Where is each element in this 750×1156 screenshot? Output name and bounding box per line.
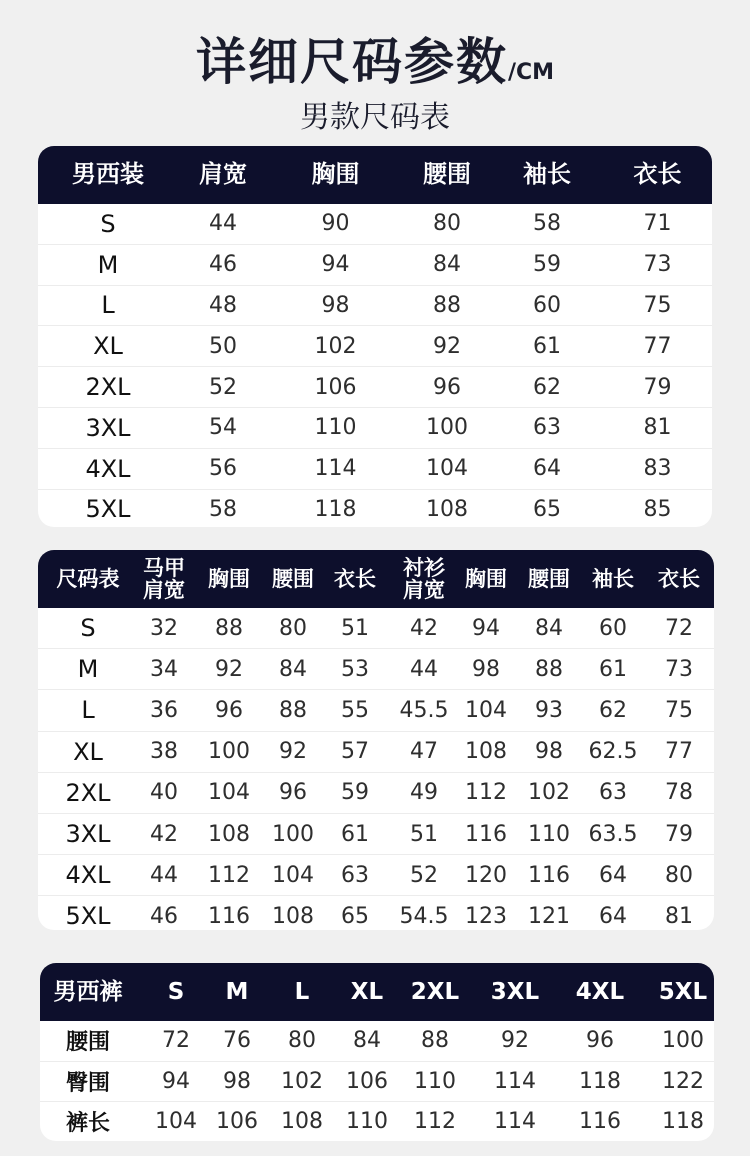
value-cell: 92: [501, 1028, 529, 1054]
value-cell: 112: [414, 1109, 456, 1135]
title-unit: /CM: [507, 60, 555, 85]
value-cell: 63: [341, 862, 369, 888]
table-row: [38, 204, 712, 245]
value-cell: 83: [643, 456, 672, 482]
table-row: [38, 367, 712, 408]
value-cell: 94: [472, 615, 500, 641]
header-cell: 3XL: [490, 978, 540, 1005]
value-cell: 64: [599, 862, 627, 888]
title-text: 详细尺码参数: [195, 33, 508, 91]
value-cell: 80: [433, 211, 461, 237]
value-cell: 59: [341, 780, 369, 806]
value-cell: 63: [599, 780, 627, 806]
row-label-cell: XL: [73, 737, 103, 766]
value-cell: 60: [533, 292, 561, 318]
table-row: [38, 286, 712, 327]
value-cell: 73: [665, 656, 693, 682]
value-cell: 102: [528, 780, 570, 806]
table-row: [38, 326, 712, 367]
value-cell: 56: [209, 456, 237, 482]
value-cell: 121: [528, 903, 570, 929]
value-cell: 65: [341, 903, 369, 929]
value-cell: 62: [533, 374, 561, 400]
value-cell: 58: [209, 496, 237, 522]
value-cell: 51: [341, 615, 369, 641]
header-cell: 胸围: [208, 566, 250, 591]
value-cell: 100: [272, 821, 314, 847]
value-cell: 116: [465, 821, 507, 847]
value-cell: 42: [150, 821, 178, 847]
value-cell: 96: [215, 697, 243, 723]
suit-size-table: [38, 146, 712, 527]
value-cell: 123: [465, 903, 507, 929]
page-title: [0, 22, 750, 94]
value-cell: 84: [433, 252, 461, 278]
value-cell: 76: [223, 1028, 251, 1054]
value-cell: 88: [433, 292, 461, 318]
value-cell: 116: [528, 862, 570, 888]
value-cell: 61: [599, 656, 627, 682]
value-cell: 64: [533, 456, 561, 482]
value-cell: 100: [662, 1028, 704, 1054]
value-cell: 81: [665, 903, 693, 929]
value-cell: 77: [643, 333, 672, 359]
value-cell: 120: [465, 862, 507, 888]
header-cell: M: [225, 978, 249, 1005]
table-row: [40, 1062, 714, 1103]
value-cell: 116: [208, 903, 250, 929]
value-cell: 58: [533, 211, 561, 237]
table-header-row: [38, 550, 714, 608]
table-row: [38, 732, 714, 773]
value-cell: 84: [535, 615, 563, 641]
value-cell: 55: [341, 697, 369, 723]
value-cell: 80: [288, 1028, 316, 1054]
value-cell: 92: [279, 739, 307, 765]
value-cell: 52: [209, 374, 237, 400]
row-label-cell: XL: [93, 332, 123, 361]
value-cell: 114: [494, 1068, 536, 1094]
header-cell: 2XL: [410, 978, 460, 1005]
value-cell: 72: [665, 615, 693, 641]
value-cell: 54: [209, 415, 237, 441]
value-cell: 92: [433, 333, 461, 359]
row-label-cell: 臀围: [65, 1070, 110, 1096]
value-cell: 108: [426, 496, 468, 522]
value-cell: 84: [353, 1028, 381, 1054]
value-cell: 110: [414, 1068, 456, 1094]
value-cell: 94: [321, 252, 350, 278]
value-cell: 98: [472, 656, 500, 682]
value-cell: 93: [535, 697, 563, 723]
table-row: [40, 1102, 714, 1141]
table-row: [38, 690, 714, 731]
value-cell: 79: [665, 821, 693, 847]
value-cell: 36: [150, 697, 178, 723]
value-cell: 102: [314, 333, 357, 359]
value-cell: 108: [272, 903, 314, 929]
value-cell: 102: [281, 1068, 323, 1094]
value-cell: 64: [599, 903, 627, 929]
value-cell: 118: [662, 1109, 704, 1135]
value-cell: 96: [586, 1028, 614, 1054]
value-cell: 106: [216, 1109, 258, 1135]
value-cell: 112: [465, 780, 507, 806]
header-cell: 衣长: [633, 160, 682, 189]
value-cell: 46: [209, 252, 237, 278]
vest-shirt-size-table: [38, 550, 714, 930]
value-cell: 118: [314, 496, 357, 522]
header-cell: XL: [350, 978, 384, 1005]
value-cell: 94: [162, 1068, 190, 1094]
value-cell: 59: [533, 252, 561, 278]
value-cell: 114: [494, 1109, 536, 1135]
row-label-cell: 4XL: [85, 454, 131, 483]
value-cell: 98: [535, 739, 563, 765]
row-label-cell: 3XL: [65, 820, 111, 849]
value-cell: 45.5: [399, 697, 449, 723]
row-label-cell: 腰围: [65, 1030, 110, 1056]
value-cell: 81: [643, 415, 672, 441]
value-cell: 60: [599, 615, 627, 641]
header-cell: 马甲 肩宽: [143, 555, 185, 602]
header-cell: 衣长: [658, 566, 700, 591]
value-cell: 106: [346, 1068, 388, 1094]
value-cell: 38: [150, 739, 178, 765]
value-cell: 65: [533, 496, 561, 522]
row-label-cell: 裤长: [65, 1111, 110, 1137]
value-cell: 32: [150, 615, 178, 641]
value-cell: 61: [533, 333, 561, 359]
row-label-cell: L: [101, 291, 115, 320]
value-cell: 63.5: [588, 821, 638, 847]
table-row: [38, 896, 714, 930]
header-cell: 肩宽: [199, 160, 247, 189]
value-cell: 92: [215, 656, 243, 682]
value-cell: 116: [579, 1109, 621, 1135]
value-cell: 62.5: [588, 739, 638, 765]
value-cell: 110: [528, 821, 570, 847]
value-cell: 104: [272, 862, 314, 888]
value-cell: 98: [321, 292, 350, 318]
header-cell: 男西裤: [53, 978, 123, 1005]
value-cell: 104: [465, 697, 507, 723]
table-row: [38, 490, 712, 527]
value-cell: 71: [643, 211, 672, 237]
header-cell: 尺码表: [56, 566, 120, 591]
row-label-cell: S: [100, 209, 116, 238]
header-cell: 腰围: [423, 160, 471, 189]
value-cell: 122: [662, 1068, 704, 1094]
value-cell: 77: [665, 739, 693, 765]
value-cell: 112: [208, 862, 250, 888]
value-cell: 48: [209, 292, 237, 318]
value-cell: 96: [433, 374, 461, 400]
value-cell: 98: [223, 1068, 251, 1094]
value-cell: 108: [465, 739, 507, 765]
header-cell: 袖长: [592, 566, 634, 591]
value-cell: 88: [535, 656, 563, 682]
value-cell: 54.5: [399, 903, 449, 929]
header-cell: 袖长: [523, 160, 571, 189]
table-row: [38, 649, 714, 690]
value-cell: 57: [341, 739, 369, 765]
table-row: [38, 814, 714, 855]
table-row: [38, 855, 714, 896]
value-cell: 108: [208, 821, 250, 847]
value-cell: 63: [533, 415, 561, 441]
value-cell: 104: [155, 1109, 197, 1135]
value-cell: 52: [410, 862, 438, 888]
table-header-row: [38, 146, 712, 204]
value-cell: 88: [279, 697, 307, 723]
header-cell: 腰围: [272, 566, 314, 591]
value-cell: 72: [162, 1028, 190, 1054]
value-cell: 100: [208, 739, 250, 765]
value-cell: 51: [410, 821, 438, 847]
value-cell: 118: [579, 1068, 621, 1094]
pants-size-table: [40, 963, 714, 1141]
row-label-cell: 4XL: [65, 861, 111, 890]
header-cell: L: [294, 978, 310, 1005]
value-cell: 79: [643, 374, 672, 400]
header-cell: 男西装: [72, 160, 144, 189]
value-cell: 40: [150, 780, 178, 806]
value-cell: 110: [346, 1109, 388, 1135]
page-subtitle: 男款尺码表: [300, 100, 450, 135]
value-cell: 84: [279, 656, 307, 682]
row-label-cell: S: [80, 614, 96, 643]
value-cell: 90: [321, 211, 350, 237]
value-cell: 62: [599, 697, 627, 723]
value-cell: 110: [314, 415, 357, 441]
table-row: [38, 408, 712, 449]
value-cell: 75: [643, 292, 672, 318]
value-cell: 49: [410, 780, 438, 806]
header-cell: 衬衫 肩宽: [403, 555, 445, 602]
value-cell: 44: [410, 656, 438, 682]
value-cell: 78: [665, 780, 693, 806]
row-label-cell: M: [77, 655, 99, 684]
header-cell: S: [167, 978, 185, 1005]
value-cell: 75: [665, 697, 693, 723]
row-label-cell: 5XL: [85, 495, 131, 524]
value-cell: 46: [150, 903, 178, 929]
table-row: [38, 449, 712, 490]
value-cell: 96: [279, 780, 307, 806]
row-label-cell: 5XL: [65, 902, 111, 930]
value-cell: 106: [314, 374, 357, 400]
value-cell: 108: [281, 1109, 323, 1135]
value-cell: 88: [215, 615, 243, 641]
table-row: [38, 608, 714, 649]
value-cell: 104: [208, 780, 250, 806]
table-header-row: [40, 963, 714, 1021]
value-cell: 73: [643, 252, 672, 278]
value-cell: 53: [341, 656, 369, 682]
value-cell: 50: [209, 333, 237, 359]
value-cell: 47: [410, 739, 438, 765]
value-cell: 42: [410, 615, 438, 641]
value-cell: 100: [426, 415, 468, 441]
header-cell: 4XL: [575, 978, 625, 1005]
value-cell: 80: [665, 862, 693, 888]
row-label-cell: L: [81, 696, 95, 725]
header-cell: 胸围: [465, 566, 507, 591]
row-label-cell: 3XL: [85, 413, 131, 442]
row-label-cell: 2XL: [65, 778, 111, 807]
value-cell: 61: [341, 821, 369, 847]
table-row: [38, 245, 712, 286]
row-label-cell: M: [97, 250, 119, 279]
value-cell: 34: [150, 656, 178, 682]
value-cell: 114: [314, 456, 357, 482]
value-cell: 80: [279, 615, 307, 641]
value-cell: 104: [426, 456, 468, 482]
value-cell: 85: [643, 496, 672, 522]
value-cell: 44: [209, 211, 237, 237]
header-cell: 5XL: [658, 978, 708, 1005]
header-cell: 衣长: [334, 566, 376, 591]
value-cell: 88: [421, 1028, 449, 1054]
row-label-cell: 2XL: [85, 373, 131, 402]
header-cell: 腰围: [528, 566, 570, 591]
table-row: [38, 773, 714, 814]
table-row: [40, 1021, 714, 1062]
header-cell: 胸围: [311, 160, 360, 189]
value-cell: 44: [150, 862, 178, 888]
